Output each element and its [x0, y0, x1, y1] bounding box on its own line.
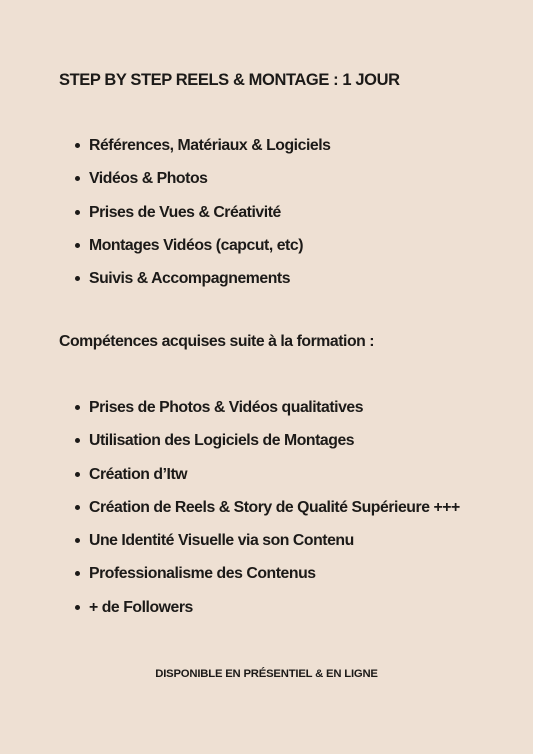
bullet-icon — [75, 405, 80, 410]
bullet-icon — [75, 571, 80, 576]
list-item-label: Suivis & Accompagnements — [89, 270, 291, 288]
page-title: STEP BY STEP REELS & MONTAGE : 1 JOUR — [59, 71, 400, 89]
list-item — [0, 196, 331, 229]
list-item-label: Vidéos & Photos — [89, 170, 208, 188]
list-item — [0, 557, 460, 590]
bullet-icon — [75, 243, 80, 248]
list-item-label: Utilisation des Logiciels de Montages — [89, 432, 355, 450]
bullet-icon — [75, 538, 80, 543]
bullet-icon — [75, 176, 80, 181]
bullet-icon — [75, 143, 80, 148]
list-item — [0, 424, 460, 457]
bullet-icon — [75, 505, 80, 510]
list-item — [0, 524, 460, 557]
list-item — [0, 129, 331, 162]
skills-heading: Compétences acquises suite à la formation : — [59, 333, 375, 350]
list-item-label: Références, Matériaux & Logiciels — [89, 137, 331, 154]
list-item-label: Prises de Photos & Vidéos qualitatives — [89, 399, 364, 416]
skills-list — [0, 391, 460, 624]
list-item — [0, 391, 460, 424]
list-item — [0, 229, 331, 262]
list-item — [0, 458, 460, 491]
bullet-icon — [75, 276, 80, 281]
list-item-label: Professionalisme des Contenus — [89, 565, 316, 583]
bullet-icon — [75, 472, 80, 477]
program-list — [0, 129, 331, 295]
list-item-label: Création d’Itw — [89, 465, 188, 483]
bullet-icon — [75, 438, 80, 443]
list-item — [0, 262, 331, 295]
availability-footer: DISPONIBLE EN PRÉSENTIEL & EN LIGNE — [155, 668, 378, 680]
list-item-label: + de Followers — [89, 598, 193, 616]
list-item — [0, 491, 460, 524]
list-item-label: Création de Reels & Story de Qualité Supérieure +++ — [89, 498, 460, 516]
list-item-label: Prises de Vues & Créativité — [89, 203, 281, 221]
list-item — [0, 162, 331, 195]
list-item — [0, 591, 460, 624]
bullet-icon — [75, 210, 80, 215]
bullet-icon — [75, 605, 80, 610]
list-item-label: Une Identité Visuelle via son Contenu — [89, 532, 354, 550]
list-item-label: Montages Vidéos (capcut, etc) — [89, 236, 304, 254]
